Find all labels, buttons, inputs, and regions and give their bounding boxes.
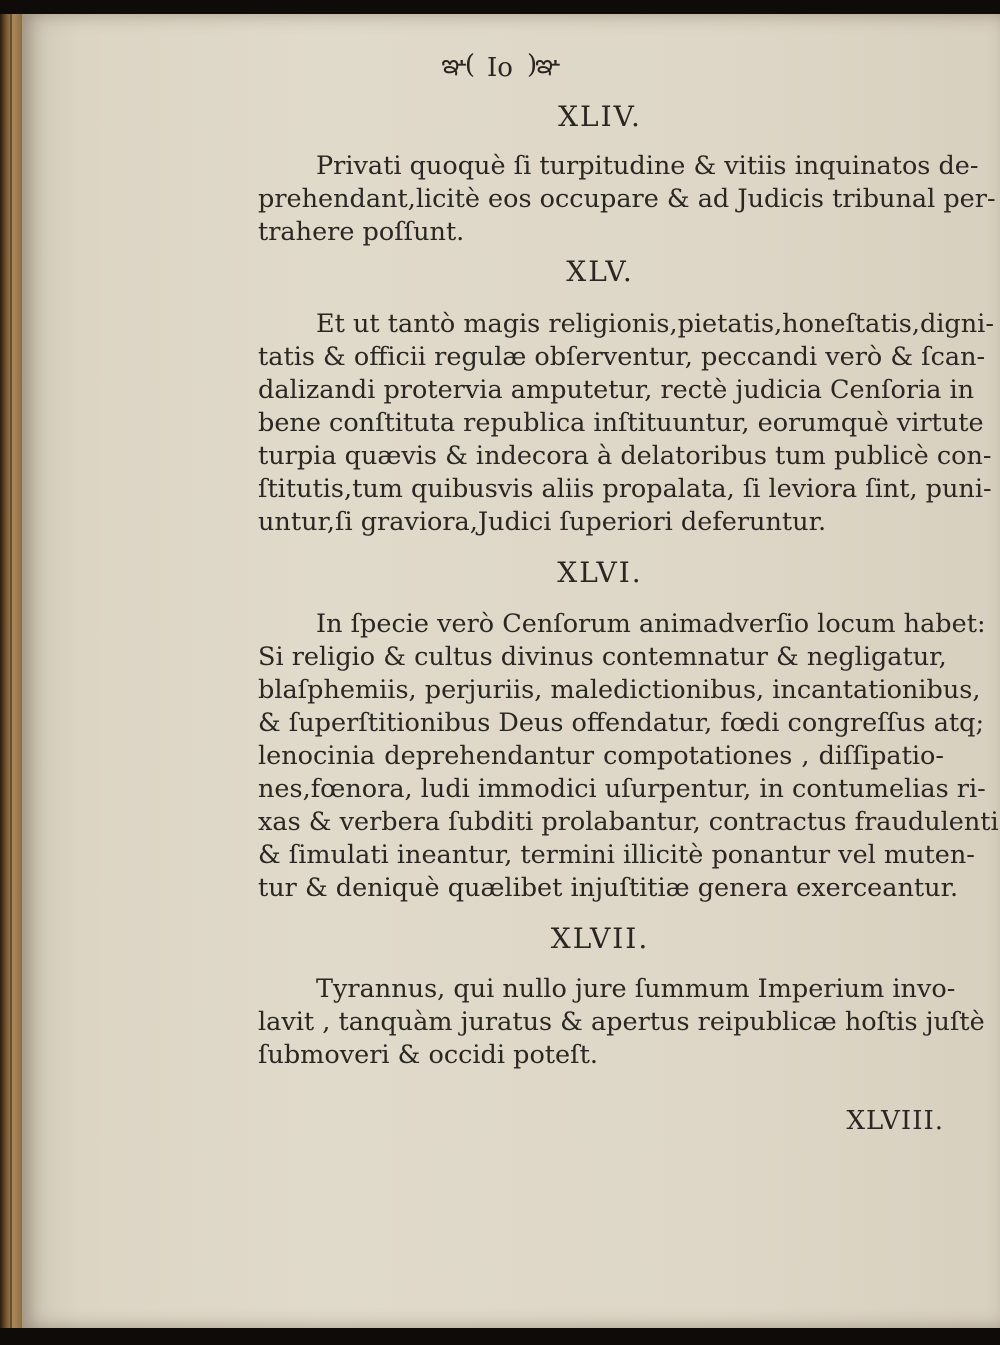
left-ornament-icon: ఞ( [441, 50, 474, 80]
section-text-xlvi [258, 608, 999, 905]
text-line: untur,ſi graviora,Judici ſuperiori deferuntur. [258, 507, 827, 537]
text-line: & ſimulati ineantur, termini illicitè ponantur vel muten- [258, 840, 975, 870]
text-line: ſtitutis,tum quibusvis aliis propalata, ſi leviora ſint, puni- [258, 474, 992, 504]
section-text-xliv [258, 150, 996, 249]
catchword: XLVIII. [846, 1106, 944, 1136]
page-header [0, 48, 1000, 88]
section-heading-xlvi: XLVI. [557, 556, 643, 589]
text-line: xas & verbera ſubditi prolabantur, contractus fraudulenti [258, 807, 999, 837]
text-line: bene conſtituta republica inſtituuntur, eorumquè virtute [258, 408, 984, 438]
page-number: Io [487, 53, 513, 83]
text-line: tatis & officii regulæ obſerventur, peccandi verò & ſcan- [258, 342, 986, 372]
text-line: Tyrannus, qui nullo jure ſummum Imperium invo- [316, 974, 956, 1004]
text-line: Privati quoquè ſi turpitudine & vitiis inquinatos de- [316, 151, 979, 181]
text-line: & ſuperſtitionibus Deus offendatur, fœdi congreſſus atq; [258, 708, 985, 738]
text-line: tur & deniquè quælibet injuſtitiæ genera exerceantur. [258, 873, 959, 903]
gutter-line [10, 14, 12, 1328]
text-line: blaſphemiis, perjuriis, maledictionibus, incantationibus, [258, 675, 981, 705]
text-line: ſubmoveri & occidi poteſt. [258, 1040, 598, 1070]
section-heading-xlvii: XLVII. [550, 922, 650, 955]
text-line: Si religio & cultus divinus contemnatur & negligatur, [258, 642, 947, 672]
text-line: prehendant,licitè eos occupare & ad Judicis tribunal per- [258, 184, 996, 214]
section-heading-xlv: XLV. [566, 255, 634, 288]
section-text-xlvii [258, 973, 985, 1072]
section-heading-xliv: XLIV. [558, 100, 642, 133]
text-line: turpia quævis & indecora à delatoribus tum publicè con- [258, 441, 992, 471]
right-ornament-icon: )ఞ [526, 50, 559, 80]
text-line: Et ut tantò magis religionis,pietatis,honeſtatis,digni- [316, 309, 994, 339]
text-line: In ſpecie verò Cenſorum animadverſio locum habet: [316, 609, 986, 639]
section-text-xlv [258, 308, 994, 539]
text-line: trahere poſſunt. [258, 217, 465, 247]
text-line: dalizandi protervia amputetur, rectè judicia Cenſoria in [258, 375, 975, 405]
text-line: lavit , tanquàm juratus & apertus reipublicæ hoſtis juſtè [258, 1007, 985, 1037]
text-line: nes,fœnora, ludi immodici uſurpentur, in contumelias ri- [258, 774, 986, 804]
text-line: lenocinia deprehendantur compotationes , diſſipatio- [258, 741, 944, 771]
